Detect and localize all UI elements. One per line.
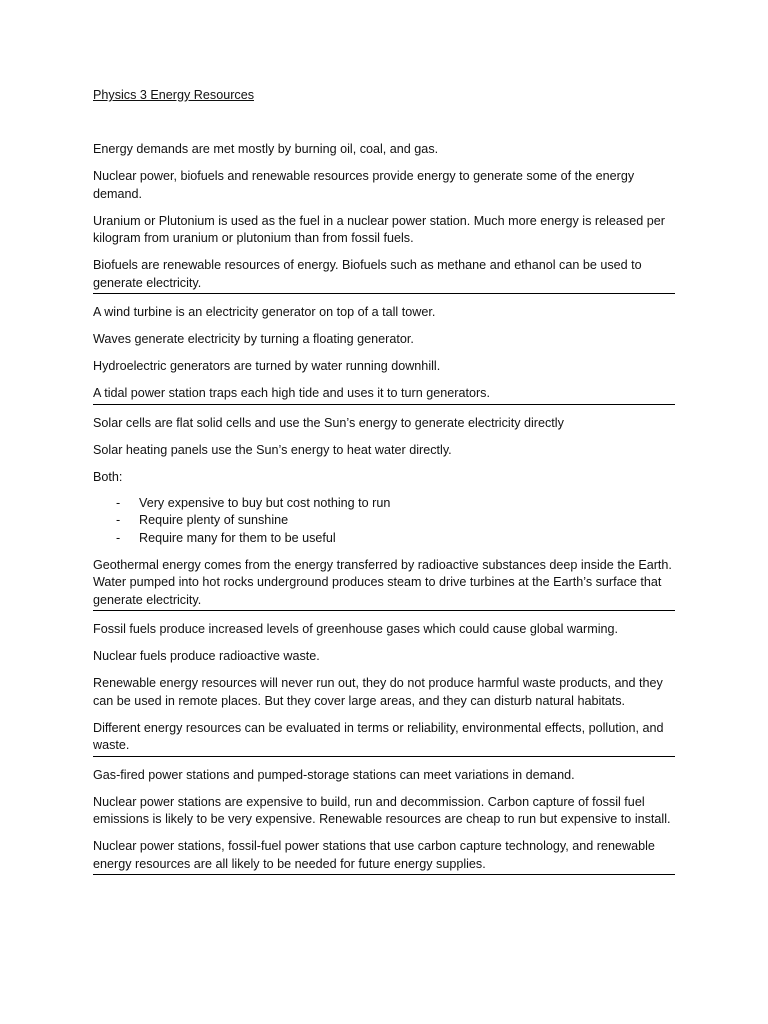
paragraph: Renewable energy resources will never run out, they do not produce harmful waste products, and they can be used in remote places. But they cover large areas, and they can disturb natural habitats. xyxy=(93,676,663,708)
paragraph: Energy demands are met mostly by burning oil, coal, and gas. xyxy=(93,142,439,156)
section-environmental-effects xyxy=(93,621,675,757)
section-solar-geothermal xyxy=(93,415,675,612)
paragraph: Nuclear power stations, fossil-fuel power stations that use carbon capture technology, and renewable energy resources are all likely to be needed for future energy supplies. xyxy=(93,839,655,871)
paragraph: Nuclear power stations are expensive to build, run and decommission. Carbon capture of fossil fuel emissions is likely to be very expensive. Renewable resources are cheap to run but expensive to install. xyxy=(93,794,671,826)
list-item: - Require many for them to be useful xyxy=(93,530,675,548)
paragraph: Solar heating panels use the Sun’s energy to heat water directly. xyxy=(93,442,452,457)
paragraph: A tidal power station traps each high tide and uses it to turn generators. xyxy=(93,386,490,400)
paragraph: Hydroelectric generators are turned by water running downhill. xyxy=(93,359,441,373)
paragraph: Gas-fired power stations and pumped-storage stations can meet variations in demand. xyxy=(93,767,575,782)
section-wind-water xyxy=(93,304,675,405)
document-title: Physics 3 Energy Resources xyxy=(93,88,254,102)
list-item: - Very expensive to buy but cost nothing to run xyxy=(93,495,675,513)
paragraph: Nuclear power, biofuels and renewable resources provide energy to generate some of the energy demand. xyxy=(93,169,635,201)
paragraph: A wind turbine is an electricity generator on top of a tall tower. xyxy=(93,305,436,319)
paragraph: Geothermal energy comes from the energy transferred by radioactive substances deep inside the Earth. Water pumped into hot rocks underground produces steam to drive turbines at the Earth’s surface that generate electricity. xyxy=(93,557,672,607)
section-nonrenewable-fuels xyxy=(93,141,675,294)
list-item: - Require plenty of sunshine xyxy=(93,512,675,530)
paragraph: Both: xyxy=(93,469,123,484)
section-future-supplies xyxy=(93,767,675,876)
paragraph: Nuclear fuels produce radioactive waste. xyxy=(93,649,320,663)
paragraph: Fossil fuels produce increased levels of greenhouse gases which could cause global warming. xyxy=(93,622,619,636)
bullet-list xyxy=(93,495,675,548)
document-body xyxy=(93,141,675,885)
paragraph: Waves generate electricity by turning a floating generator. xyxy=(93,332,414,346)
paragraph: Biofuels are renewable resources of energy. Biofuels such as methane and ethanol can be used to generate electricity. xyxy=(93,258,642,290)
paragraph: Solar cells are flat solid cells and use the Sun’s energy to generate electricity directly xyxy=(93,415,564,430)
paragraph: Different energy resources can be evaluated in terms or reliability, environmental effects, pollution, and waste. xyxy=(93,720,664,752)
paragraph: Uranium or Plutonium is used as the fuel in a nuclear power station. Much more energy is released per kilogram from uranium or plutonium than from fossil fuels. xyxy=(93,213,665,245)
